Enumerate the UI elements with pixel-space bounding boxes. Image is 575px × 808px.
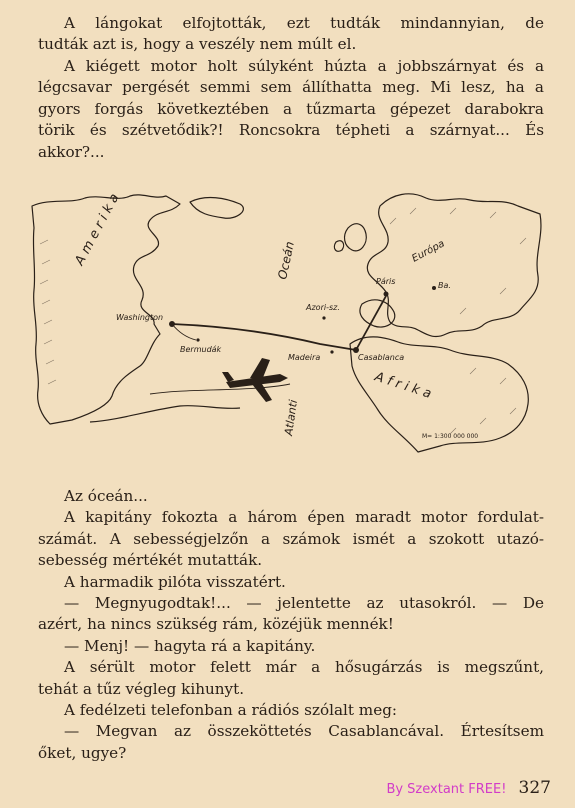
text-line: őket, ugye? <box>38 743 127 762</box>
credit-label: By Szextant FREE! <box>386 782 507 797</box>
text-line: akkor?... <box>38 142 105 161</box>
map-label-madeira: Madeira <box>288 353 321 362</box>
text-line: Az óceán... <box>64 487 148 505</box>
text-line: — Menj! — hagyta rá a kapitány. <box>64 636 316 655</box>
island-dot-bermuda <box>196 338 199 341</box>
text-line: A kiégett motor holt súlyként húzta a jobbszárnyat és a <box>64 57 544 75</box>
map-label-europa: Európa <box>410 238 447 265</box>
text-line: A harmadik pilóta visszatért. <box>64 572 286 591</box>
map-label-ba: Ba. <box>438 281 451 290</box>
paragraph-ocean <box>38 486 544 764</box>
text-line: — Megvan az összeköttetés Casablancával. Értesítsem <box>64 722 544 741</box>
map-scale-label: M= 1:300 000 000 <box>422 433 479 440</box>
map-label-amerika: A m e r i k a <box>72 191 123 268</box>
coast-britain <box>345 224 367 251</box>
city-dot-washington <box>169 321 175 327</box>
text-line: — Megnyugodtak!... — jelentette az utasokról. — De <box>64 594 544 613</box>
text-line: légcsavar pergését semmi sem állíthatta meg. Mi lesz, ha a <box>38 78 544 97</box>
text-line: A sérült motor felett már a hősugárzás is megszűnt, <box>64 658 544 677</box>
text-line: gyors forgás következtében a tűzmarta gépezet darabokra <box>38 99 544 118</box>
text-line: tehát a tűz végleg kihunyt. <box>38 679 245 698</box>
text-line: számát. A sebességjelzőn a számok ismét a szokott utazó- <box>38 529 544 548</box>
paragraph-engine <box>38 56 544 163</box>
paragraph-intro <box>38 13 544 56</box>
text-line: törik és szétvetődik?! Roncsokra tépheti a szárnyat... És <box>38 121 544 140</box>
text-line: A fedélzeti telefonban a rádiós szólalt meg: <box>64 701 398 720</box>
map-label-washington: Washington <box>116 313 164 322</box>
atlantic-route-map <box>30 184 550 454</box>
map-label-paris: Páris <box>376 277 396 286</box>
map-label-atlanti: Atlanti <box>282 398 300 437</box>
island-dot-madeira <box>330 350 333 353</box>
city-dot-paris <box>384 292 389 297</box>
text-line: azért, ha nincs szükség rám, közéjük mennék! <box>38 615 394 634</box>
route-bermuda <box>172 324 196 340</box>
map-label-ocean: Oceán <box>275 240 297 281</box>
text-line: A lángokat elfojtották, ezt tudták mindannyian, de <box>64 14 544 32</box>
city-dot-budapest <box>432 286 436 290</box>
map-label-afrika: A f r i k a <box>372 369 434 402</box>
page-number: 327 <box>518 778 551 798</box>
text-line: tudták azt is, hogy a veszély nem múlt el. <box>38 35 357 54</box>
route-casablanca-paris <box>356 296 386 350</box>
airplane-icon <box>222 358 288 402</box>
map-label-bermudak: Bermudák <box>180 345 222 354</box>
text-line: A kapitány fokozta a három épen maradt motor fordulat- <box>64 508 544 527</box>
text-line: sebesség mértékét mutatták. <box>38 551 263 570</box>
coast-europe <box>367 194 541 337</box>
island-dot-azores <box>322 316 325 319</box>
page-footer <box>386 778 551 798</box>
map-label-casablanca: Casablanca <box>358 353 405 362</box>
map-label-azori: Azori-sz. <box>306 303 340 312</box>
